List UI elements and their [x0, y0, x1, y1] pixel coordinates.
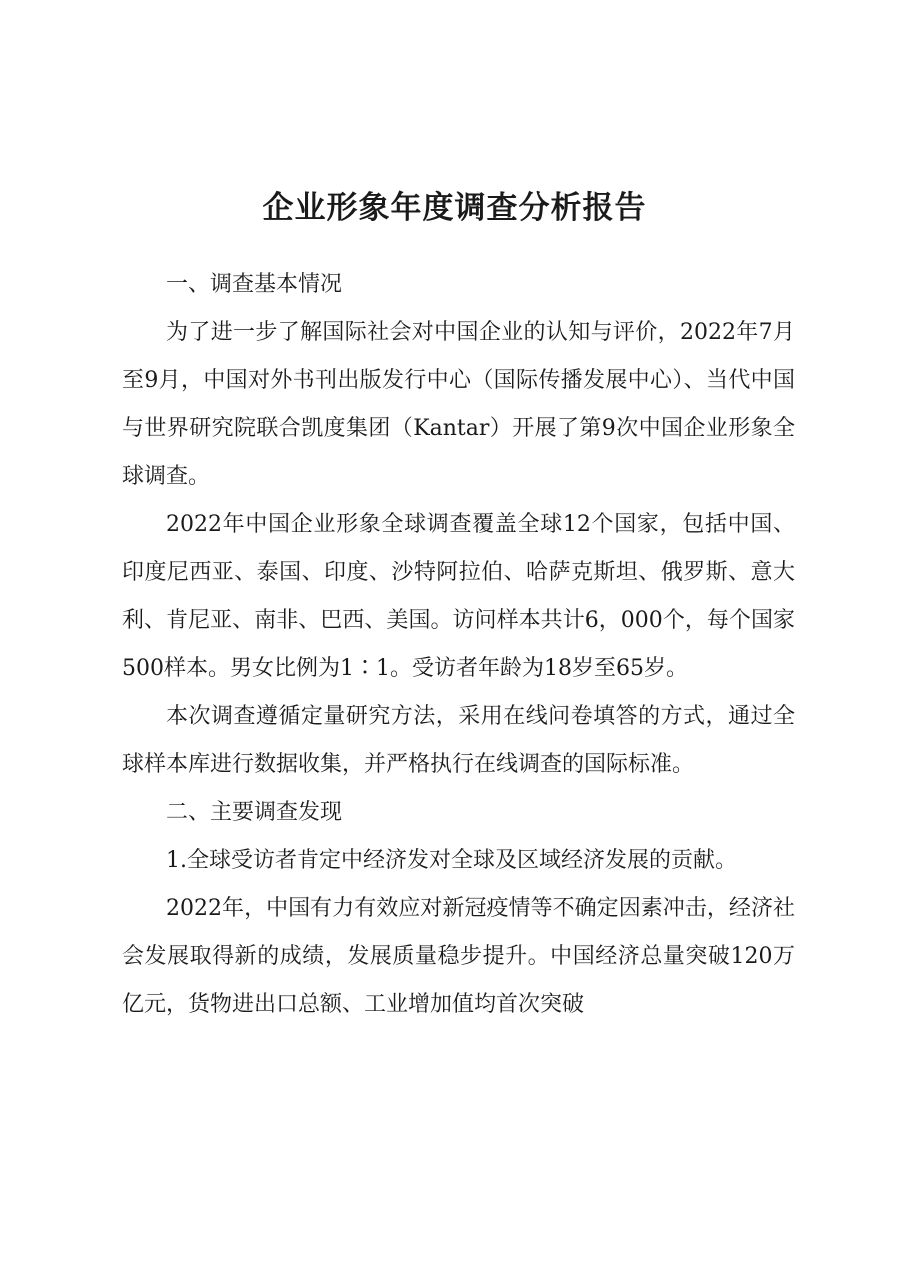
document-body: [122, 261, 795, 1029]
section-heading-findings: 二、主要调查发现: [166, 800, 343, 825]
paragraph-survey-intro: 为了进一步了解国际社会对中国企业的认知与评价，2022年7月至9月，中国对外书刊出版发行中心（国际传播发展中心）、当代中国与世界研究院联合凯度集团（Kantar）开展了第9次中国企业形象全球调查。: [122, 320, 795, 489]
paragraph-economy: 2022年，中国有力有效应对新冠疫情等不确定因素冲击，经济社会发展取得新的成绩，发展质量稳步提升。中国经济总量突破120万亿元，货物进出口总额、工业增加值均首次突破: [122, 896, 795, 1017]
paragraph-survey-coverage: 2022年中国企业形象全球调查覆盖全球12个国家，包括中国、印度尼西亚、泰国、印度、沙特阿拉伯、哈萨克斯坦、俄罗斯、意大利、肯尼亚、南非、巴西、美国。访问样本共计6，000个，每个国家500样本。男女比例为1∶1。受访者年龄为18岁至65岁。: [122, 512, 795, 681]
finding-heading-1: 1.全球受访者肯定中经济发对全球及区域经济发展的贡献。: [166, 848, 737, 873]
document-title: 企业形象年度调查分析报告: [262, 190, 647, 226]
section-heading-basic-info: 一、调查基本情况: [166, 272, 343, 297]
paragraph-survey-method: 本次调查遵循定量研究方法，采用在线问卷填答的方式，通过全球样本库进行数据收集，并严格执行在线调查的国际标准。: [122, 704, 795, 777]
